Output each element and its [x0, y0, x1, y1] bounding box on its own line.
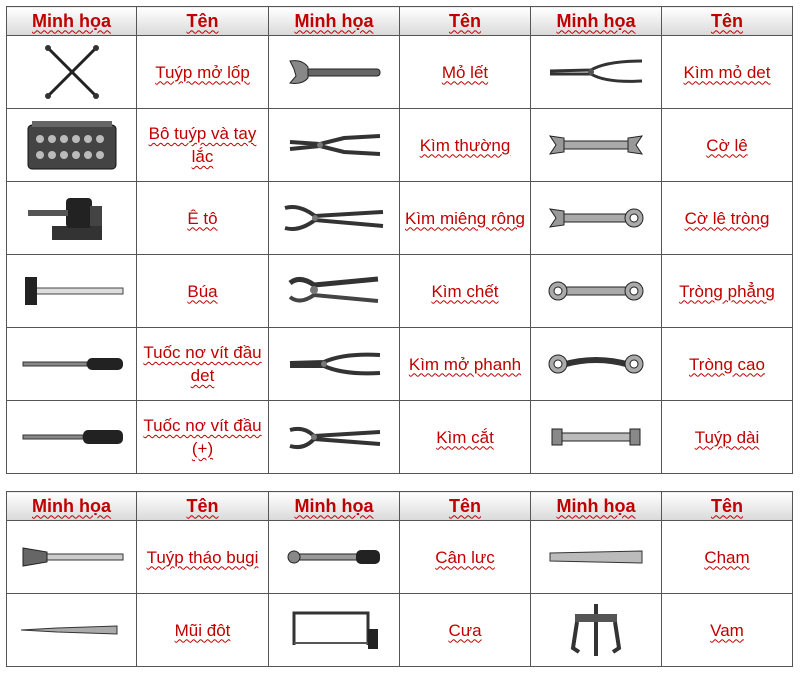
open-end-wrench-icon [546, 130, 646, 160]
socket-set-icon [22, 115, 122, 175]
tool-name: Cưa [400, 594, 531, 667]
tool-name: Vam [662, 594, 793, 667]
tool-name: Tuýp tháo bugi [137, 521, 269, 594]
header-name: Tên [662, 492, 793, 521]
illustration-cell [7, 109, 137, 182]
lug-wrench-icon [42, 42, 102, 102]
tools-table-2 [6, 491, 793, 667]
illustration-cell [531, 36, 662, 109]
flat-screwdriver-icon [17, 354, 127, 374]
header-illustration: Minh họa [7, 7, 137, 36]
tool-name: Tuýp dài [662, 401, 793, 474]
tool-name: Kìm mở phanh [400, 328, 531, 401]
illustration-cell [269, 255, 400, 328]
illustration-cell [7, 521, 137, 594]
illustration-cell [531, 328, 662, 401]
illustration-cell [269, 109, 400, 182]
long-socket-wrench-icon [546, 422, 646, 452]
flat-nose-pliers-icon [546, 57, 646, 87]
tool-name: Bô tuýp và tay lắc [137, 109, 269, 182]
illustration-cell [269, 594, 400, 667]
bench-vise-icon [22, 188, 122, 248]
tool-name: Cham [662, 521, 793, 594]
slip-joint-pliers-icon [279, 198, 389, 238]
tool-name: Cờ lê tròng [662, 182, 793, 255]
tool-name: Kìm chết [400, 255, 531, 328]
header-name: Tên [137, 7, 269, 36]
table-row [7, 255, 793, 328]
table-row [7, 36, 793, 109]
table-row [7, 594, 793, 667]
table-row [7, 182, 793, 255]
header-illustration: Minh họa [269, 7, 400, 36]
illustration-cell [269, 401, 400, 474]
tool-name: Kìm thường [400, 109, 531, 182]
tool-name: Búa [137, 255, 269, 328]
cutting-pliers-icon [284, 422, 384, 452]
illustration-cell [531, 255, 662, 328]
illustration-cell [7, 255, 137, 328]
circlip-pliers-icon [284, 349, 384, 379]
illustration-cell [269, 328, 400, 401]
combination-wrench-icon [546, 203, 646, 233]
illustration-cell [531, 109, 662, 182]
tool-name: Kìm mỏ det [662, 36, 793, 109]
illustration-cell [531, 401, 662, 474]
torque-wrench-icon [284, 542, 384, 572]
header-row [7, 492, 793, 521]
phillips-screwdriver-icon [17, 427, 127, 447]
illustration-cell [7, 401, 137, 474]
header-name: Tên [662, 7, 793, 36]
table-row [7, 109, 793, 182]
hammer-icon [17, 271, 127, 311]
header-name: Tên [137, 492, 269, 521]
gear-puller-icon [561, 600, 631, 660]
illustration-cell [7, 36, 137, 109]
hacksaw-icon [284, 605, 384, 655]
header-row [7, 7, 793, 36]
table-row [7, 521, 793, 594]
locking-pliers-icon [284, 271, 384, 311]
tool-name: Tròng cao [662, 328, 793, 401]
header-illustration: Minh họa [7, 492, 137, 521]
header-name: Tên [400, 492, 531, 521]
tool-name: Tuốc nơ vít đầu (+) [137, 401, 269, 474]
header-illustration: Minh họa [531, 7, 662, 36]
illustration-cell [7, 182, 137, 255]
adjustable-wrench-icon [284, 57, 384, 87]
punch-icon [546, 545, 646, 569]
table-row [7, 401, 793, 474]
illustration-cell [7, 594, 137, 667]
illustration-cell [531, 521, 662, 594]
spark-plug-wrench-icon [17, 542, 127, 572]
tool-name: Cân lưc [400, 521, 531, 594]
tool-name: Mỏ lết [400, 36, 531, 109]
illustration-cell [269, 182, 400, 255]
drift-punch-icon [17, 620, 127, 640]
tool-name: Tuốc nơ vít đầu det [137, 328, 269, 401]
table-row [7, 328, 793, 401]
offset-ring-wrench-icon [546, 349, 646, 379]
combination-pliers-icon [284, 130, 384, 160]
tools-table-1 [6, 6, 793, 474]
illustration-cell [531, 182, 662, 255]
illustration-cell [269, 36, 400, 109]
tool-name: Mũi đôt [137, 594, 269, 667]
tool-name: Tròng phẳng [662, 255, 793, 328]
header-illustration: Minh họa [531, 492, 662, 521]
tool-name: Ê tô [137, 182, 269, 255]
header-illustration: Minh họa [269, 492, 400, 521]
header-name: Tên [400, 7, 531, 36]
tool-name: Tuýp mở lốp [137, 36, 269, 109]
illustration-cell [7, 328, 137, 401]
tool-name: Kìm miêng rông [400, 182, 531, 255]
tool-name: Cờ lê [662, 109, 793, 182]
flat-ring-wrench-icon [546, 276, 646, 306]
illustration-cell [531, 594, 662, 667]
illustration-cell [269, 521, 400, 594]
tool-name: Kìm cắt [400, 401, 531, 474]
